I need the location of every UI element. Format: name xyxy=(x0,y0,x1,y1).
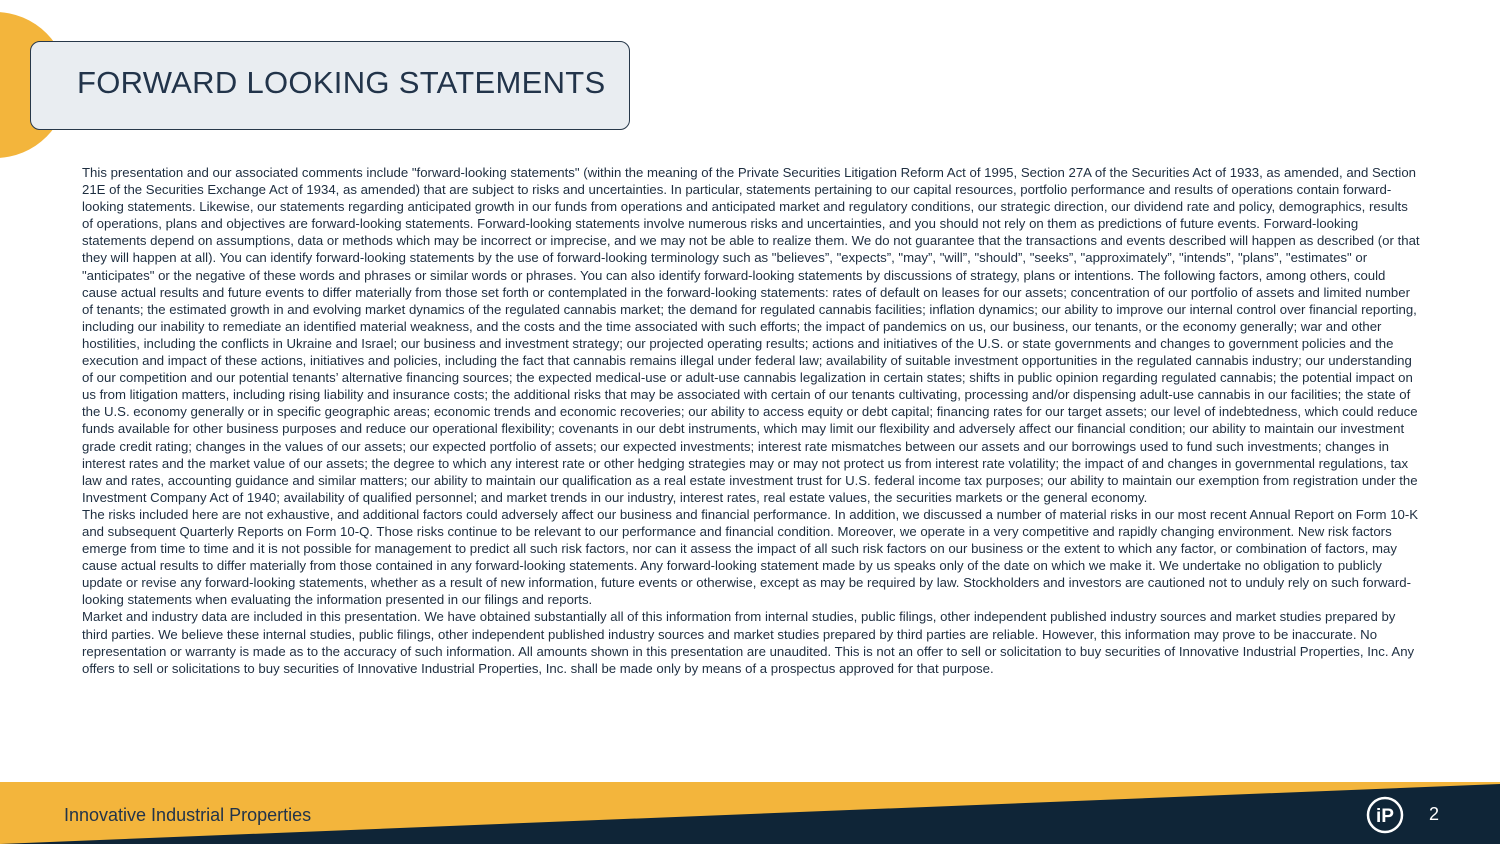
logo-text: iP xyxy=(1376,806,1394,827)
page-number: 2 xyxy=(1429,804,1440,824)
disclaimer-paragraph-2: The risks included here are not exhaustive, and additional factors could adversely affect our business and financial performance. In addition, we discussed a number of material risks in our most recent Annual Report on Form 10-K and subsequent Quarterly Reports on Form 10-Q. Those risks continue to be relevant to our performance and financial condition. Moreover, we operate in a very competitive and rapidly changing environment. New risk factors emerge from time to time and it is not possible for management to predict all such risk factors, nor can it assess the impact of all such risk factors on our business or the extent to which any factor, or combination of factors, may cause actual results to differ materially from those contained in any forward-looking statements. Any forward-looking statement made by us speaks only of the date on which we make it. We undertake no obligation to publicly update or revise any forward-looking statements, whether as a result of new information, future events or otherwise, except as may be required by law. Stockholders and investors are cautioned not to unduly rely on such forward-looking statements when evaluating the information presented in our filings and reports. xyxy=(82,506,1419,608)
disclaimer-paragraph-3: Market and industry data are included in this presentation. We have obtained substantially all of this information from internal studies, public filings, other independent published industry sources and market studies prepared by third parties. We believe these internal studies, public filings, other independent published industry sources and market studies prepared by third parties are reliable. However, this information may prove to be inaccurate. No representation or warranty is made as to the accuracy of such information. All amounts shown in this presentation are unaudited. This is not an offer to sell or solicitation to buy securities of Innovative Industrial Properties, Inc. Any offers to sell or solicitations to buy securities of Innovative Industrial Properties, Inc. shall be made only by means of a prospectus approved for that purpose. xyxy=(82,609,1415,676)
iip-logo-icon xyxy=(1366,796,1404,834)
disclaimer-paragraph-1: This presentation and our associated comments include "forward-looking statements" (within the meaning of the Private Securities Litigation Reform Act of 1995, Section 27A of the Securities Act of 1933, as amended, and Section 21E of the Securities Exchange Act of 1934, as amended) that are subject to risks and uncertainties. In particular, statements pertaining to our capital resources, portfolio performance and results of operations contain forward-looking statements. Likewise, our statements regarding anticipated growth in our funds from operations and anticipated market and regulatory conditions, our strategic direction, our dividend rate and policy, demographics, results of operations, plans and objectives are forward-looking statements. Forward-looking statements involve numerous risks and uncertainties, and you should not rely on them as predictions of future events. Forward-looking statements depend on assumptions, data or methods which may be incorrect or imprecise, and we may not be able to realize them. We do not guarantee that the transactions and events described will happen as described (or that they will happen at all). You can identify forward-looking statements by the use of forward-looking terminology such as "believes”, "expects”, "may”, "will”, "should”, "seeks”, "approximately”, "intends”, "plans”, "estimates" or "anticipates" or the negative of these words and phrases or similar words or phrases. You can also identify forward-looking statements by discussions of strategy, plans or intentions. The following factors, among others, could cause actual results and future events to differ materially from those set forth or contemplated in the forward-looking statements: rates of default on leases for our assets; concentration of our portfolio of assets and limited number of tenants; the estimated growth in and evolving market dynamics of the regulated cannabis market; the demand for regulated cannabis facilities; inflation dynamics; our ability to improve our internal control over financial reporting, including our inability to remediate an identified material weakness, and the costs and the time associated with such efforts; the impact of pandemics on us, our business, our tenants, or the economy generally; war and other hostilities, including the conflicts in Ukraine and Israel; our business and investment strategy; our projected operating results; actions and initiatives of the U.S. or state governments and changes to government policies and the execution and impact of these actions, initiatives and policies, including the fact that cannabis remains illegal under federal law; availability of suitable investment opportunities in the regulated cannabis industry; our understanding of our competition and our potential tenants’ alternative financing sources; the expected medical-use or adult-use cannabis legalization in certain states; shifts in public opinion regarding regulated cannabis; the potential impact on us from litigation matters, including rising liability and insurance costs; the additional risks that may be associated with certain of our tenants cultivating, processing and/or dispensing adult-use cannabis in our facilities; the state of the U.S. economy generally or in specific geographic areas; economic trends and economic recoveries; our ability to access equity or debt capital; financing rates for our target assets; our level of indebtedness, which could reduce funds available for other business purposes and reduce our operational flexibility; covenants in our debt instruments, which may limit our flexibility and adversely affect our financial condition; our ability to maintain our investment grade credit rating; changes in the values of our assets; our expected portfolio of assets; our expected investments; interest rate mismatches between our assets and our borrowings used to fund such investments; changes in interest rates and the market value of our assets; the degree to which any interest rate or other hedging strategies may or may not protect us from interest rate volatility; the impact of and changes in governmental regulations, tax law and rates, accounting guidance and similar matters; our ability to maintain our qualification as a real estate investment trust for U.S. federal income tax purposes; our ability to maintain our exemption from registration under the Investment Company Act of 1940; availability of qualified personnel; and market trends in our industry, interest rates, real estate values, the securities markets or the general economy. xyxy=(82,165,1420,505)
footer-company-name: Innovative Industrial Properties xyxy=(64,805,312,825)
disclaimer-body xyxy=(82,164,1422,677)
slide-title: FORWARD LOOKING STATEMENTS xyxy=(77,65,606,100)
